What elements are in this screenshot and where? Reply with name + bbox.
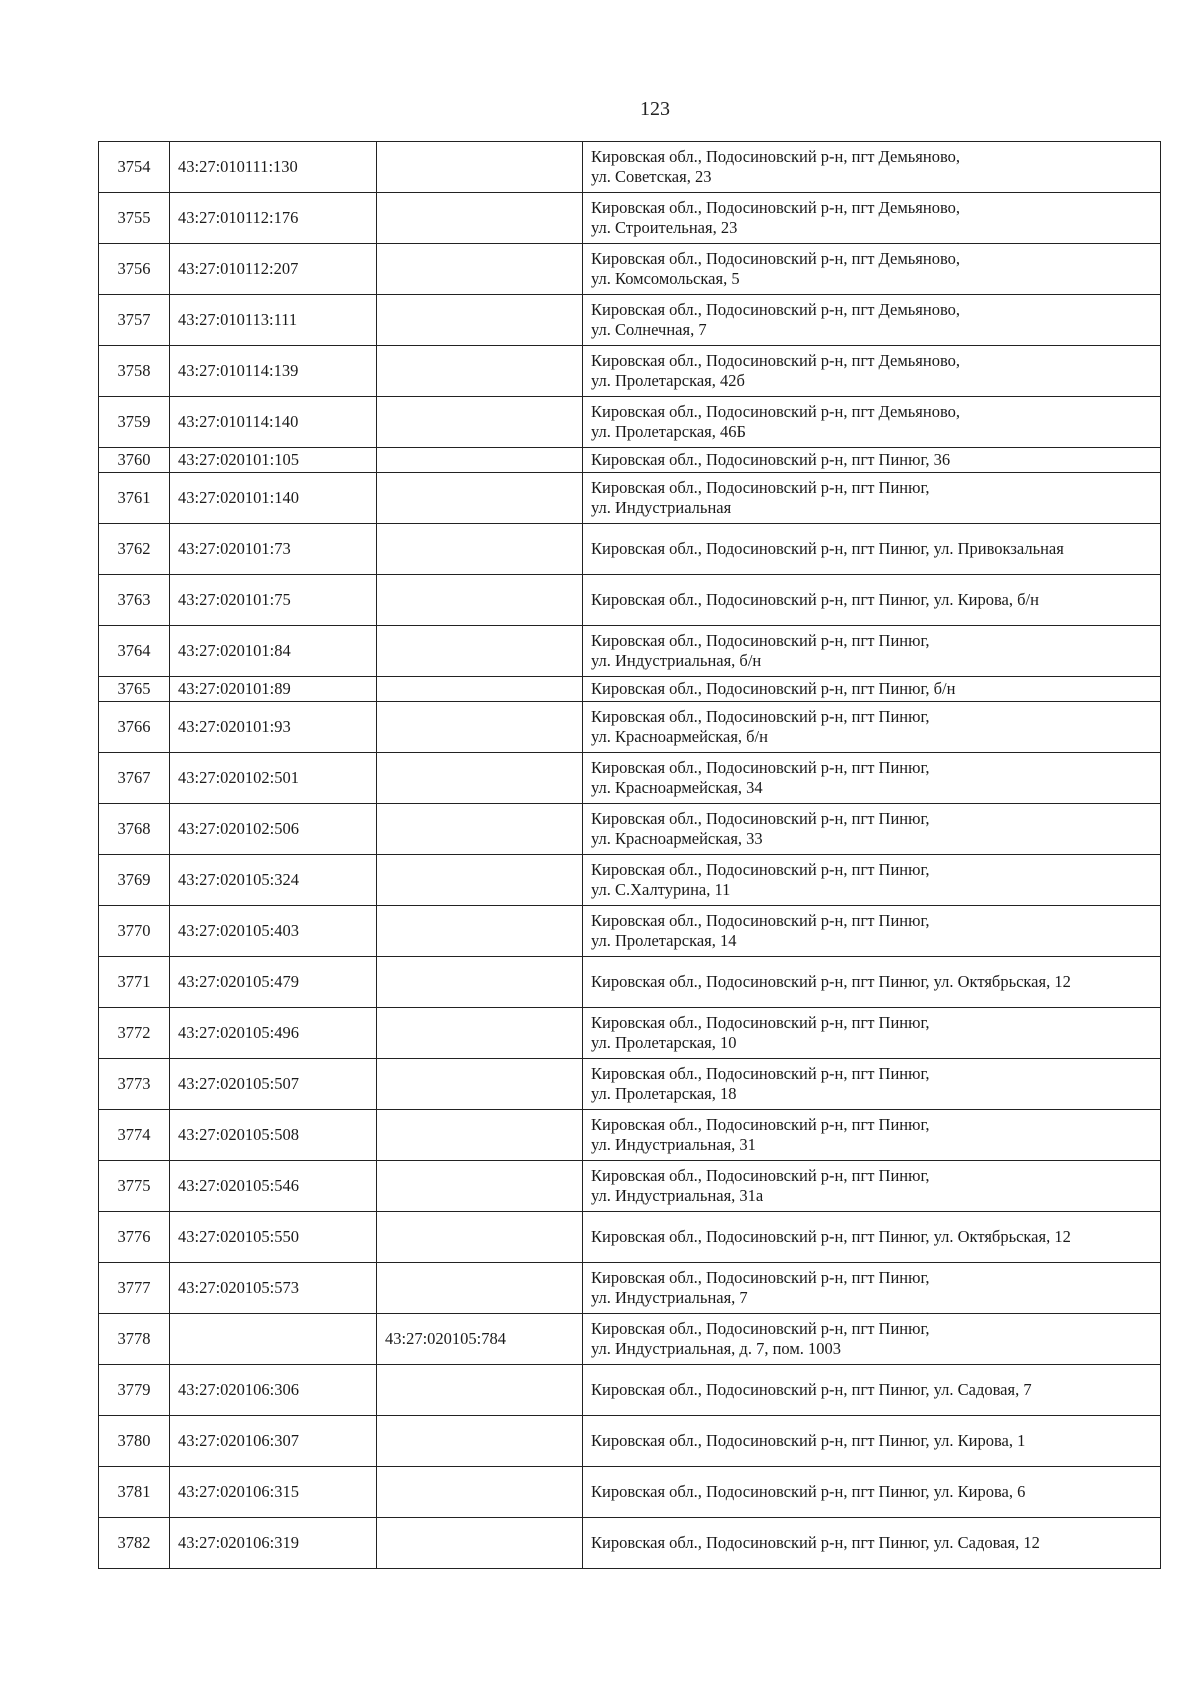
row-number: 3776 <box>99 1212 170 1263</box>
address-line: ул. Строительная, 23 <box>591 218 738 237</box>
address-line: Кировская обл., Подосиновский р-н, пгт Пинюг, ул. Кирова, 1 <box>591 1431 1026 1450</box>
address-line: Кировская обл., Подосиновский р-н, пгт Пинюг, ул. Привокзальная <box>591 539 1064 558</box>
address-cell <box>583 142 1161 193</box>
premises-cadastral-number <box>377 804 583 855</box>
cadastral-number: 43:27:020105:403 <box>170 906 377 957</box>
row-number: 3768 <box>99 804 170 855</box>
address-line: ул. Пролетарская, 18 <box>591 1084 737 1103</box>
row-number: 3775 <box>99 1161 170 1212</box>
address-cell <box>583 1314 1161 1365</box>
address-line: Кировская обл., Подосиновский р-н, пгт Пинюг, <box>591 1013 930 1032</box>
address-line: ул. Пролетарская, 46Б <box>591 422 746 441</box>
row-number: 3782 <box>99 1518 170 1569</box>
cadastral-number: 43:27:020102:501 <box>170 753 377 804</box>
address-cell <box>583 1110 1161 1161</box>
premises-cadastral-number <box>377 524 583 575</box>
address-cell <box>583 1263 1161 1314</box>
cadastral-number: 43:27:020101:140 <box>170 473 377 524</box>
cadastral-number: 43:27:020105:573 <box>170 1263 377 1314</box>
address-cell <box>583 1059 1161 1110</box>
address-line: ул. Индустриальная, д. 7, пом. 1003 <box>591 1339 842 1358</box>
cadastral-number: 43:27:020101:93 <box>170 702 377 753</box>
address-line: ул. Солнечная, 7 <box>591 320 707 339</box>
table-row <box>99 626 1161 677</box>
address-line: ул. Красноармейская, б/н <box>591 727 768 746</box>
address-line: ул. Красноармейская, 34 <box>591 778 763 797</box>
address-line: ул. Пролетарская, 10 <box>591 1033 737 1052</box>
address-line: Кировская обл., Подосиновский р-н, пгт Демьяново, <box>591 249 961 268</box>
premises-cadastral-number <box>377 142 583 193</box>
row-number: 3772 <box>99 1008 170 1059</box>
cadastral-number: 43:27:020101:75 <box>170 575 377 626</box>
row-number: 3780 <box>99 1416 170 1467</box>
address-line: ул. Пролетарская, 14 <box>591 931 737 950</box>
address-cell <box>583 448 1161 473</box>
address-cell <box>583 957 1161 1008</box>
premises-cadastral-number <box>377 448 583 473</box>
row-number: 3759 <box>99 397 170 448</box>
premises-cadastral-number: 43:27:020105:784 <box>377 1314 583 1365</box>
premises-cadastral-number <box>377 626 583 677</box>
address-cell <box>583 1518 1161 1569</box>
address-line: Кировская обл., Подосиновский р-н, пгт Пинюг, <box>591 809 930 828</box>
address-cell <box>583 397 1161 448</box>
cadastral-number: 43:27:020101:89 <box>170 677 377 702</box>
table-row <box>99 193 1161 244</box>
premises-cadastral-number <box>377 906 583 957</box>
premises-cadastral-number <box>377 1365 583 1416</box>
table-row <box>99 1110 1161 1161</box>
premises-cadastral-number <box>377 397 583 448</box>
address-line: Кировская обл., Подосиновский р-н, пгт Пинюг, б/н <box>591 679 956 698</box>
premises-cadastral-number <box>377 1059 583 1110</box>
address-line: ул. Индустриальная, 31 <box>591 1135 756 1154</box>
row-number: 3757 <box>99 295 170 346</box>
address-line: Кировская обл., Подосиновский р-н, пгт Демьяново, <box>591 402 961 421</box>
address-cell <box>583 626 1161 677</box>
table-row <box>99 1059 1161 1110</box>
address-line: ул. Индустриальная, 7 <box>591 1288 748 1307</box>
table-row <box>99 473 1161 524</box>
table-row <box>99 677 1161 702</box>
cadastral-number: 43:27:020105:507 <box>170 1059 377 1110</box>
row-number: 3758 <box>99 346 170 397</box>
premises-cadastral-number <box>377 473 583 524</box>
table-row <box>99 1161 1161 1212</box>
premises-cadastral-number <box>377 1110 583 1161</box>
row-number: 3767 <box>99 753 170 804</box>
row-number: 3777 <box>99 1263 170 1314</box>
cadastral-number: 43:27:020102:506 <box>170 804 377 855</box>
address-cell <box>583 1416 1161 1467</box>
cadastral-number: 43:27:020101:84 <box>170 626 377 677</box>
row-number: 3779 <box>99 1365 170 1416</box>
address-cell <box>583 1008 1161 1059</box>
address-cell <box>583 1467 1161 1518</box>
address-cell <box>583 906 1161 957</box>
row-number: 3764 <box>99 626 170 677</box>
address-cell <box>583 473 1161 524</box>
row-number: 3756 <box>99 244 170 295</box>
row-number: 3761 <box>99 473 170 524</box>
address-cell <box>583 753 1161 804</box>
table-row <box>99 142 1161 193</box>
address-cell <box>583 1161 1161 1212</box>
cadastral-number: 43:27:020105:550 <box>170 1212 377 1263</box>
premises-cadastral-number <box>377 1518 583 1569</box>
address-line: ул. Красноармейская, 33 <box>591 829 763 848</box>
row-number: 3769 <box>99 855 170 906</box>
table-row <box>99 1365 1161 1416</box>
table-row <box>99 1518 1161 1569</box>
address-line: Кировская обл., Подосиновский р-н, пгт Пинюг, <box>591 1064 930 1083</box>
table-row <box>99 1416 1161 1467</box>
address-line: Кировская обл., Подосиновский р-н, пгт Пинюг, <box>591 707 930 726</box>
address-line: Кировская обл., Подосиновский р-н, пгт Пинюг, ул. Октябрьская, 12 <box>591 972 1071 991</box>
cadastral-number: 43:27:010114:139 <box>170 346 377 397</box>
address-cell <box>583 702 1161 753</box>
cadastral-number: 43:27:020101:73 <box>170 524 377 575</box>
cadastral-number: 43:27:020105:324 <box>170 855 377 906</box>
address-line: Кировская обл., Подосиновский р-н, пгт Демьяново, <box>591 351 961 370</box>
cadastral-number: 43:27:010112:207 <box>170 244 377 295</box>
table-row <box>99 295 1161 346</box>
cadastral-number: 43:27:020105:496 <box>170 1008 377 1059</box>
cadastral-number: 43:27:020106:315 <box>170 1467 377 1518</box>
row-number: 3771 <box>99 957 170 1008</box>
address-line: ул. С.Халтурина, 11 <box>591 880 731 899</box>
premises-cadastral-number <box>377 855 583 906</box>
address-line: ул. Индустриальная, 31а <box>591 1186 764 1205</box>
premises-cadastral-number <box>377 295 583 346</box>
row-number: 3762 <box>99 524 170 575</box>
premises-cadastral-number <box>377 1416 583 1467</box>
row-number: 3773 <box>99 1059 170 1110</box>
cadastral-number: 43:27:010114:140 <box>170 397 377 448</box>
premises-cadastral-number <box>377 702 583 753</box>
address-line: ул. Индустриальная, б/н <box>591 651 762 670</box>
cadastral-number <box>170 1314 377 1365</box>
row-number: 3774 <box>99 1110 170 1161</box>
address-line: ул. Комсомольская, 5 <box>591 269 740 288</box>
table-row <box>99 855 1161 906</box>
address-line: Кировская обл., Подосиновский р-н, пгт Пинюг, <box>591 860 930 879</box>
address-cell <box>583 1365 1161 1416</box>
premises-cadastral-number <box>377 1008 583 1059</box>
address-cell <box>583 575 1161 626</box>
row-number: 3755 <box>99 193 170 244</box>
row-number: 3754 <box>99 142 170 193</box>
cadastral-number: 43:27:020106:307 <box>170 1416 377 1467</box>
premises-cadastral-number <box>377 677 583 702</box>
address-cell <box>583 804 1161 855</box>
address-line: Кировская обл., Подосиновский р-н, пгт Пинюг, <box>591 1166 930 1185</box>
cadastral-number: 43:27:020105:546 <box>170 1161 377 1212</box>
page-number: 123 <box>640 98 670 120</box>
registry-table <box>98 141 1161 1569</box>
address-cell <box>583 193 1161 244</box>
table-row <box>99 524 1161 575</box>
table-row <box>99 397 1161 448</box>
table-row <box>99 1263 1161 1314</box>
address-line: ул. Индустриальная <box>591 498 732 517</box>
premises-cadastral-number <box>377 1467 583 1518</box>
address-line: Кировская обл., Подосиновский р-н, пгт Пинюг, <box>591 631 930 650</box>
address-line: Кировская обл., Подосиновский р-н, пгт Пинюг, <box>591 1319 930 1338</box>
address-cell <box>583 855 1161 906</box>
premises-cadastral-number <box>377 1161 583 1212</box>
address-line: Кировская обл., Подосиновский р-н, пгт Пинюг, <box>591 1115 930 1134</box>
table-row <box>99 1314 1161 1365</box>
address-line: Кировская обл., Подосиновский р-н, пгт Пинюг, <box>591 758 930 777</box>
row-number: 3760 <box>99 448 170 473</box>
row-number: 3763 <box>99 575 170 626</box>
address-cell <box>583 1212 1161 1263</box>
cadastral-number: 43:27:020105:479 <box>170 957 377 1008</box>
table-row <box>99 957 1161 1008</box>
address-line: Кировская обл., Подосиновский р-н, пгт Демьяново, <box>591 198 961 217</box>
address-line: Кировская обл., Подосиновский р-н, пгт Пинюг, ул. Октябрьская, 12 <box>591 1227 1071 1246</box>
address-cell <box>583 295 1161 346</box>
premises-cadastral-number <box>377 244 583 295</box>
cadastral-number: 43:27:020106:306 <box>170 1365 377 1416</box>
address-line: ул. Пролетарская, 42б <box>591 371 745 390</box>
address-cell <box>583 677 1161 702</box>
cadastral-number: 43:27:010111:130 <box>170 142 377 193</box>
cadastral-number: 43:27:020105:508 <box>170 1110 377 1161</box>
row-number: 3766 <box>99 702 170 753</box>
address-cell <box>583 244 1161 295</box>
row-number: 3781 <box>99 1467 170 1518</box>
premises-cadastral-number <box>377 575 583 626</box>
address-line: Кировская обл., Подосиновский р-н, пгт Пинюг, <box>591 911 930 930</box>
premises-cadastral-number <box>377 1263 583 1314</box>
cadastral-number: 43:27:010112:176 <box>170 193 377 244</box>
table-row <box>99 448 1161 473</box>
address-line: Кировская обл., Подосиновский р-н, пгт Пинюг, ул. Садовая, 7 <box>591 1380 1032 1399</box>
table-row <box>99 906 1161 957</box>
row-number: 3770 <box>99 906 170 957</box>
cadastral-number: 43:27:020106:319 <box>170 1518 377 1569</box>
premises-cadastral-number <box>377 193 583 244</box>
address-line: Кировская обл., Подосиновский р-н, пгт Демьяново, <box>591 147 961 166</box>
address-line: Кировская обл., Подосиновский р-н, пгт Пинюг, ул. Кирова, 6 <box>591 1482 1026 1501</box>
table-row <box>99 244 1161 295</box>
address-line: ул. Советская, 23 <box>591 167 712 186</box>
row-number: 3778 <box>99 1314 170 1365</box>
cadastral-number: 43:27:020101:105 <box>170 448 377 473</box>
address-line: Кировская обл., Подосиновский р-н, пгт Пинюг, <box>591 478 930 497</box>
address-line: Кировская обл., Подосиновский р-н, пгт Пинюг, 36 <box>591 450 951 469</box>
table-row <box>99 1008 1161 1059</box>
address-line: Кировская обл., Подосиновский р-н, пгт Пинюг, <box>591 1268 930 1287</box>
address-cell <box>583 346 1161 397</box>
table-row <box>99 1467 1161 1518</box>
table-row <box>99 753 1161 804</box>
table-row <box>99 1212 1161 1263</box>
address-line: Кировская обл., Подосиновский р-н, пгт Демьяново, <box>591 300 961 319</box>
premises-cadastral-number <box>377 1212 583 1263</box>
table-row <box>99 702 1161 753</box>
cadastral-number: 43:27:010113:111 <box>170 295 377 346</box>
address-line: Кировская обл., Подосиновский р-н, пгт Пинюг, ул. Садовая, 12 <box>591 1533 1040 1552</box>
address-cell <box>583 524 1161 575</box>
premises-cadastral-number <box>377 957 583 1008</box>
registry-table-body <box>99 142 1161 1569</box>
table-row <box>99 346 1161 397</box>
premises-cadastral-number <box>377 753 583 804</box>
address-line: Кировская обл., Подосиновский р-н, пгт Пинюг, ул. Кирова, б/н <box>591 590 1039 609</box>
row-number: 3765 <box>99 677 170 702</box>
premises-cadastral-number <box>377 346 583 397</box>
table-row <box>99 804 1161 855</box>
table-row <box>99 575 1161 626</box>
